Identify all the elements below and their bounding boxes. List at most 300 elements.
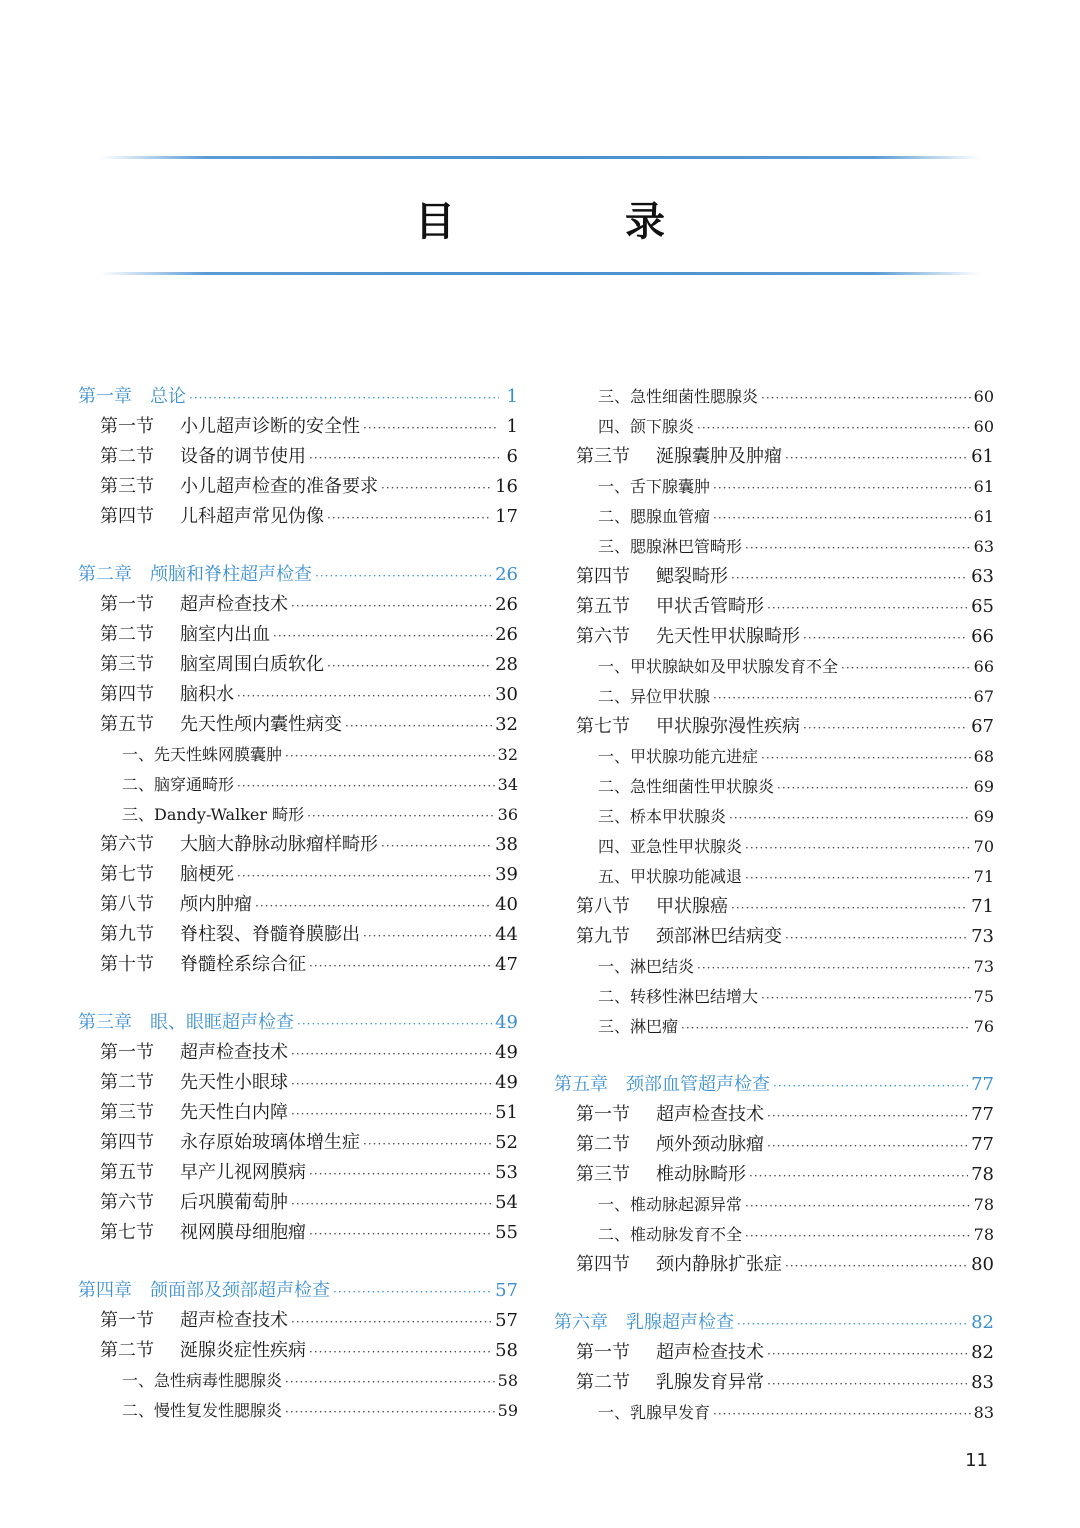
toc-item[interactable]	[554, 652, 994, 682]
toc-number: 第六节	[100, 834, 154, 855]
toc-section[interactable]	[78, 412, 518, 442]
leader-dots	[333, 1277, 492, 1307]
toc-title: 鳃裂畸形	[656, 566, 728, 587]
toc-label	[100, 1188, 288, 1218]
toc-title: 脑积水	[180, 684, 234, 705]
toc-page: 61	[973, 477, 994, 496]
toc-section[interactable]	[78, 860, 518, 890]
toc-section[interactable]	[554, 1250, 994, 1280]
toc-title: 甲状腺弥漫性疾病	[656, 716, 800, 737]
toc-item[interactable]	[554, 1398, 994, 1428]
toc-title: 脑室周围白质软化	[180, 654, 324, 675]
toc-label	[100, 950, 306, 980]
toc-page: 44	[495, 924, 518, 945]
toc-page: 39	[495, 864, 518, 885]
toc-label	[598, 802, 726, 832]
toc-item[interactable]	[554, 682, 994, 712]
toc-label	[100, 1158, 306, 1188]
toc-title: 颈部淋巴结病变	[656, 926, 782, 947]
leader-dots	[767, 1101, 968, 1131]
toc-label	[576, 712, 800, 742]
toc-section[interactable]	[78, 1306, 518, 1336]
leader-dots	[363, 1129, 492, 1159]
toc-page: 49	[495, 1072, 518, 1093]
toc-page: 77	[971, 1134, 994, 1155]
toc-title: 一、甲状腺缺如及甲状腺发育不全	[598, 657, 839, 676]
leader-dots	[841, 653, 971, 683]
leader-dots	[291, 1189, 492, 1219]
toc-chapter[interactable]	[78, 560, 518, 590]
leader-dots	[745, 833, 971, 863]
toc-title: 颈内静脉扩张症	[656, 1254, 782, 1275]
toc-item[interactable]	[554, 502, 994, 532]
leader-dots	[777, 773, 971, 803]
leader-dots	[237, 861, 492, 891]
toc-number: 第四节	[576, 1254, 630, 1275]
toc-number: 第三节	[100, 476, 154, 497]
toc-section[interactable]	[78, 920, 518, 950]
toc-title: 三、桥本甲状腺炎	[598, 807, 727, 826]
toc-chapter[interactable]	[78, 382, 518, 412]
section-gap	[78, 980, 518, 1008]
toc-section[interactable]	[78, 590, 518, 620]
toc-page: 78	[973, 1225, 994, 1244]
toc-number: 第九节	[576, 926, 630, 947]
toc-page: 61	[971, 446, 994, 467]
toc-title: 一、急性病毒性腮腺炎	[122, 1371, 283, 1390]
leader-dots	[237, 681, 492, 711]
toc-number: 第二节	[576, 1134, 630, 1155]
toc-page: 49	[495, 1012, 518, 1033]
toc-item[interactable]	[78, 1366, 518, 1396]
leader-dots	[761, 983, 971, 1013]
toc-page: 32	[495, 714, 518, 735]
toc-item[interactable]	[554, 802, 994, 832]
toc-section[interactable]	[554, 1160, 994, 1190]
toc-page: 40	[495, 894, 518, 915]
toc-number: 第一节	[100, 1042, 154, 1063]
toc-title: 二、异位甲状腺	[598, 687, 711, 706]
toc-chapter[interactable]	[554, 1308, 994, 1338]
leader-dots	[307, 801, 495, 831]
toc-title: 脊髓栓系综合征	[180, 954, 306, 975]
leader-dots	[255, 891, 492, 921]
toc-label	[576, 1130, 764, 1160]
leader-dots	[381, 473, 492, 503]
toc-section[interactable]	[554, 712, 994, 742]
leader-dots	[291, 591, 492, 621]
toc-page: 78	[971, 1164, 994, 1185]
toc-title: 超声检查技术	[180, 594, 288, 615]
toc-title: 乳腺超声检查	[626, 1312, 734, 1333]
leader-dots	[291, 1099, 492, 1129]
toc-number: 第十节	[100, 954, 154, 975]
toc-section[interactable]	[78, 1038, 518, 1068]
toc-number: 第一节	[576, 1104, 630, 1125]
toc-title: 四、颌下腺炎	[598, 417, 695, 436]
toc-title: 总论	[150, 386, 186, 407]
toc-page: 63	[973, 537, 994, 556]
toc-section[interactable]	[554, 592, 994, 622]
toc-number: 第七节	[576, 716, 630, 737]
toc-page: 26	[495, 564, 518, 585]
toc-item[interactable]	[78, 770, 518, 800]
toc-label	[576, 1160, 746, 1190]
leader-dots	[291, 1069, 492, 1099]
toc-label	[598, 1190, 742, 1220]
leader-dots	[713, 1399, 971, 1429]
toc-page: 71	[973, 867, 994, 886]
toc-label	[122, 1366, 282, 1396]
toc-item[interactable]	[554, 472, 994, 502]
toc-section[interactable]	[78, 650, 518, 680]
toc-title: 椎动脉畸形	[656, 1164, 746, 1185]
toc-page: 83	[973, 1403, 994, 1422]
leader-dots	[327, 503, 492, 533]
toc-label	[576, 1250, 782, 1280]
toc-number: 第三节	[100, 654, 154, 675]
toc-number: 第四章	[78, 1280, 132, 1301]
leader-dots	[381, 831, 492, 861]
toc-page: 60	[973, 387, 994, 406]
toc-label	[100, 620, 270, 650]
leader-dots	[309, 1159, 492, 1189]
toc-number: 第四节	[576, 566, 630, 587]
toc-item[interactable]	[78, 1396, 518, 1426]
toc-title: 二、慢性复发性腮腺炎	[122, 1401, 283, 1420]
toc-label	[122, 1396, 282, 1426]
toc-page: 82	[971, 1312, 994, 1333]
toc-number: 第二节	[100, 1072, 154, 1093]
toc-title: 永存原始玻璃体增生症	[180, 1132, 360, 1153]
toc-number: 第六节	[100, 1192, 154, 1213]
toc-page: 71	[971, 896, 994, 917]
toc-number: 第一章	[78, 386, 132, 407]
toc-number: 第四节	[100, 506, 154, 527]
toc-label	[100, 1098, 288, 1128]
toc-number: 第四节	[100, 1132, 154, 1153]
leader-dots	[363, 413, 499, 443]
leader-dots	[785, 443, 968, 473]
toc-section[interactable]	[78, 1218, 518, 1248]
toc-label	[598, 832, 742, 862]
toc-page: 59	[497, 1401, 518, 1420]
toc-page: 67	[973, 687, 994, 706]
toc-label	[576, 442, 782, 472]
toc-number: 第三节	[576, 446, 630, 467]
toc-page: 61	[973, 507, 994, 526]
toc-section[interactable]	[78, 950, 518, 980]
toc-page: 38	[495, 834, 518, 855]
toc-label	[598, 1220, 742, 1250]
toc-section[interactable]	[554, 922, 994, 952]
toc-number: 第四节	[100, 684, 154, 705]
toc-page: 26	[495, 624, 518, 645]
toc-page: 57	[495, 1280, 518, 1301]
toc-item[interactable]	[554, 832, 994, 862]
toc-number: 第一节	[576, 1342, 630, 1363]
toc-number: 第二章	[78, 564, 132, 585]
toc-label	[576, 592, 764, 622]
toc-section[interactable]	[554, 892, 994, 922]
toc-title: 超声检查技术	[180, 1310, 288, 1331]
toc-label	[554, 1308, 734, 1338]
leader-dots	[713, 473, 971, 503]
toc-page: 1	[506, 416, 518, 437]
toc-label	[100, 1336, 306, 1366]
toc-title: 先天性颅内囊性病变	[180, 714, 342, 735]
toc-chapter[interactable]	[78, 1276, 518, 1306]
toc-number: 第二节	[576, 1372, 630, 1393]
section-gap	[78, 1248, 518, 1276]
leader-dots	[785, 923, 968, 953]
toc-section[interactable]	[78, 830, 518, 860]
toc-section[interactable]	[554, 1130, 994, 1160]
toc-page: 70	[973, 837, 994, 856]
toc-number: 第五节	[576, 596, 630, 617]
leader-dots	[291, 1307, 492, 1337]
toc-item[interactable]	[554, 772, 994, 802]
toc-label	[598, 1398, 710, 1428]
leader-dots	[237, 771, 495, 801]
toc-page: 76	[973, 1017, 994, 1036]
leader-dots	[761, 743, 971, 773]
toc-title: 二、脑穿通畸形	[122, 775, 235, 794]
toc-label	[100, 650, 324, 680]
toc-label	[100, 502, 324, 532]
leader-dots	[309, 1337, 492, 1367]
toc-page: 16	[495, 476, 518, 497]
toc-section[interactable]	[78, 472, 518, 502]
toc-page: 55	[495, 1222, 518, 1243]
toc-page: 1	[506, 386, 518, 407]
toc-section[interactable]	[78, 620, 518, 650]
page-number: 11	[965, 1450, 988, 1471]
leader-dots	[309, 1219, 492, 1249]
leader-dots	[713, 683, 971, 713]
toc-title: 涎腺囊肿及肿瘤	[656, 446, 782, 467]
leader-dots	[745, 533, 971, 563]
toc-title: 视网膜母细胞瘤	[180, 1222, 306, 1243]
toc-item[interactable]	[554, 862, 994, 892]
toc-number: 第五节	[100, 1162, 154, 1183]
toc-title: 颅脑和脊柱超声检查	[150, 564, 312, 585]
toc-label	[576, 1338, 764, 1368]
toc-item[interactable]	[554, 412, 994, 442]
toc-number: 第二节	[100, 624, 154, 645]
toc-number: 第一节	[100, 1310, 154, 1331]
toc-chapter[interactable]	[78, 1008, 518, 1038]
leader-dots	[761, 383, 971, 413]
leader-dots	[285, 1367, 495, 1397]
toc-page: 60	[973, 417, 994, 436]
toc-page: 52	[495, 1132, 518, 1153]
toc-label	[598, 682, 710, 712]
toc-page: 58	[495, 1340, 518, 1361]
toc-section[interactable]	[78, 1098, 518, 1128]
toc-page: 53	[495, 1162, 518, 1183]
toc-page: 17	[495, 506, 518, 527]
leader-dots	[785, 1251, 968, 1281]
toc-label	[598, 772, 774, 802]
toc-page: 26	[495, 594, 518, 615]
toc-section[interactable]	[78, 1068, 518, 1098]
toc-label	[598, 952, 694, 982]
toc-section[interactable]	[78, 502, 518, 532]
toc-page: 28	[495, 654, 518, 675]
leader-dots	[285, 1397, 495, 1427]
toc-section[interactable]	[78, 442, 518, 472]
toc-title: 后巩膜葡萄肿	[180, 1192, 288, 1213]
toc-section[interactable]	[78, 710, 518, 740]
toc-label	[598, 382, 758, 412]
toc-title: 二、腮腺血管瘤	[598, 507, 711, 526]
toc-title: 先天性甲状腺畸形	[656, 626, 800, 647]
toc-label	[100, 1128, 360, 1158]
toc-page: 78	[973, 1195, 994, 1214]
toc-item[interactable]	[554, 742, 994, 772]
leader-dots	[767, 593, 968, 623]
toc-section[interactable]	[78, 1158, 518, 1188]
toc-label	[598, 532, 742, 562]
toc-title: 先天性白内障	[180, 1102, 288, 1123]
toc-section[interactable]	[554, 442, 994, 472]
toc-title: 先天性小眼球	[180, 1072, 288, 1093]
leader-dots	[327, 651, 492, 681]
toc-page: 69	[973, 777, 994, 796]
toc-page: 47	[495, 954, 518, 975]
toc-label	[100, 590, 288, 620]
toc-item[interactable]	[78, 800, 518, 830]
toc-title: 超声检查技术	[180, 1042, 288, 1063]
leader-dots	[697, 413, 971, 443]
toc-item[interactable]	[554, 382, 994, 412]
toc-title: 一、椎动脉起源异常	[598, 1195, 743, 1214]
toc-title: 甲状舌管畸形	[656, 596, 764, 617]
leader-dots	[291, 1039, 492, 1069]
leader-dots	[729, 803, 971, 833]
toc-title: 一、先天性蛛网膜囊肿	[122, 745, 283, 764]
toc-item[interactable]	[554, 1190, 994, 1220]
toc-label	[100, 890, 252, 920]
toc-title: 小儿超声检查的准备要求	[180, 476, 378, 497]
toc-page: 57	[495, 1310, 518, 1331]
toc-title: 颅外颈动脉瘤	[656, 1134, 764, 1155]
toc-section[interactable]	[554, 1368, 994, 1398]
toc-label	[576, 622, 800, 652]
toc-label	[100, 472, 378, 502]
section-gap	[554, 1280, 994, 1308]
leader-dots	[189, 383, 499, 413]
toc-page: 66	[971, 626, 994, 647]
toc-label	[598, 1012, 678, 1042]
toc-label	[598, 742, 758, 772]
toc-number: 第六章	[554, 1312, 608, 1333]
toc-number: 第六节	[576, 626, 630, 647]
toc-title: 三、Dandy-Walker 畸形	[122, 805, 305, 824]
toc-title: 脑室内出血	[180, 624, 270, 645]
toc-label	[100, 860, 234, 890]
leader-dots	[803, 623, 968, 653]
toc-title: 五、甲状腺功能减退	[598, 867, 743, 886]
toc-label	[100, 680, 234, 710]
toc-item[interactable]	[554, 1012, 994, 1042]
toc-section[interactable]	[78, 890, 518, 920]
toc-title: 一、舌下腺囊肿	[598, 477, 711, 496]
toc-number: 第五节	[100, 714, 154, 735]
toc-item[interactable]	[554, 952, 994, 982]
toc-title: 二、椎动脉发育不全	[598, 1225, 743, 1244]
toc-label	[78, 382, 186, 412]
toc-number: 第七节	[100, 864, 154, 885]
toc-label	[576, 892, 728, 922]
toc-section[interactable]	[78, 1188, 518, 1218]
top-rule	[100, 156, 980, 159]
leader-dots	[345, 711, 492, 741]
toc-page: 58	[497, 1371, 518, 1390]
toc-left-column	[78, 382, 518, 1426]
bottom-rule	[100, 272, 980, 275]
toc-label	[100, 412, 360, 442]
toc-title: 大脑大静脉动脉瘤样畸形	[180, 834, 378, 855]
toc-chapter[interactable]	[554, 1070, 994, 1100]
toc-section[interactable]	[554, 1100, 994, 1130]
leader-dots	[273, 621, 492, 651]
toc-page: 32	[497, 745, 518, 764]
toc-title: 涎腺炎症性疾病	[180, 1340, 306, 1361]
toc-item[interactable]	[78, 740, 518, 770]
toc-number: 第八节	[576, 896, 630, 917]
toc-section[interactable]	[78, 1336, 518, 1366]
toc-page: 68	[973, 747, 994, 766]
toc-label	[100, 1068, 288, 1098]
toc-item[interactable]	[554, 1220, 994, 1250]
toc-page: 73	[971, 926, 994, 947]
toc-page: 34	[497, 775, 518, 794]
toc-page: 36	[497, 805, 518, 824]
toc-title: 超声检查技术	[656, 1104, 764, 1125]
toc-label	[100, 1038, 288, 1068]
toc-page: 51	[495, 1102, 518, 1123]
leader-dots	[731, 563, 968, 593]
leader-dots	[309, 443, 499, 473]
toc-page: 77	[971, 1104, 994, 1125]
toc-number: 第八节	[100, 894, 154, 915]
toc-title: 儿科超声常见伪像	[180, 506, 324, 527]
toc-label	[576, 1368, 764, 1398]
toc-item[interactable]	[554, 532, 994, 562]
leader-dots	[767, 1131, 968, 1161]
toc-section[interactable]	[554, 562, 994, 592]
leader-dots	[745, 1191, 971, 1221]
leader-dots	[767, 1339, 968, 1369]
section-gap	[78, 532, 518, 560]
leader-dots	[737, 1309, 968, 1339]
leader-dots	[297, 1009, 492, 1039]
leader-dots	[315, 561, 492, 591]
toc-label	[100, 442, 306, 472]
toc-section[interactable]	[78, 680, 518, 710]
toc-number: 第三章	[78, 1012, 132, 1033]
toc-page: 80	[971, 1254, 994, 1275]
toc-section[interactable]	[554, 1338, 994, 1368]
toc-page: 69	[973, 807, 994, 826]
toc-section[interactable]	[78, 1128, 518, 1158]
leader-dots	[285, 741, 495, 771]
toc-section[interactable]	[554, 622, 994, 652]
toc-item[interactable]	[554, 982, 994, 1012]
toc-number: 第一节	[100, 594, 154, 615]
